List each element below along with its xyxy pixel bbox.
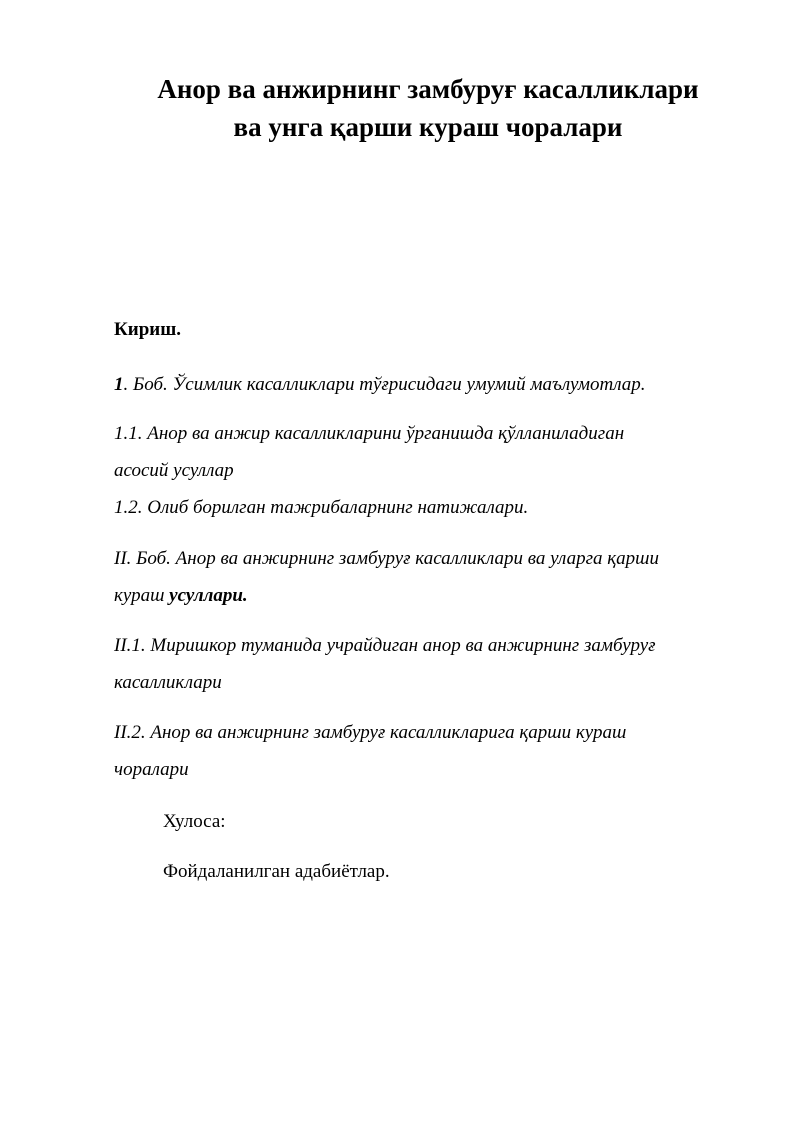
- chapter-2-line-2: [114, 577, 764, 614]
- toc-section-2-2: [114, 714, 764, 788]
- chapter-2-line-2-plain: кураш: [114, 585, 170, 606]
- section-2-2-line-2: чоралари: [114, 759, 189, 780]
- toc-section-2-1: [114, 627, 764, 701]
- title-line-1: Анор ва анжирнинг замбуруғ касалликлари: [157, 74, 699, 104]
- toc-section-1-2: 1.2. Олиб борилган тажрибаларнинг натижалари.: [114, 497, 529, 518]
- document-title: [80, 70, 776, 146]
- toc-chapter-1: [114, 366, 764, 403]
- toc-intro: Кириш.: [114, 319, 182, 340]
- toc-chapter-2: [114, 540, 764, 614]
- chapter-1-title: . Боб. Ўсимлик касалликлари тўғрисидаги умумий маълумотлар.: [123, 374, 646, 395]
- section-1-1-line-2: асосий усуллар: [114, 460, 234, 481]
- section-2-2-line-1: II.2. Анор ва анжирнинг замбуруғ касалликларига қарши кураш: [114, 722, 627, 743]
- toc-references: Фойдаланилган адабиётлар.: [163, 861, 390, 882]
- section-2-1-line-2: касалликлари: [114, 672, 222, 693]
- title-line-2: ва унга қарши кураш чоралари: [233, 112, 623, 142]
- toc-section-1-1: [114, 415, 764, 489]
- chapter-1-number: 1: [114, 374, 124, 395]
- toc-conclusion: Хулоса:: [163, 811, 226, 832]
- chapter-2-line-2-bold: усуллари.: [169, 585, 248, 606]
- section-2-1-line-1: II.1. Миришкор туманида учрайдиган анор ва анжирнинг замбуруғ: [114, 635, 656, 656]
- chapter-2-line-1: II. Боб. Анор ва анжирнинг замбуруғ касалликлари ва уларга қарши: [114, 548, 659, 569]
- section-1-1-line-1: 1.1. Анор ва анжир касалликларини ўрганишда қўлланиладиган: [114, 423, 625, 444]
